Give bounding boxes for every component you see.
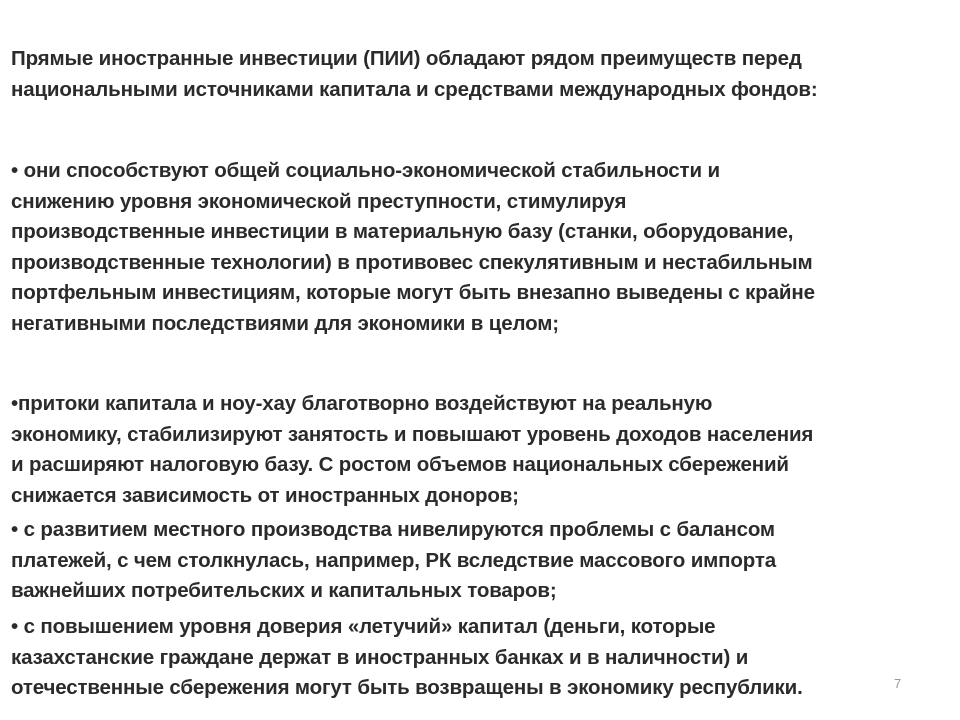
bullet-line: • они способствуют общей социально-экономической стабильности и <box>11 159 720 182</box>
bullet-line: снижается зависимость от иностранных доноров; <box>11 483 519 507</box>
intro-paragraph <box>11 44 941 105</box>
bullet-line: отечественные сбережения могут быть возвращены в экономику республики. <box>11 676 803 699</box>
bullet-line: портфельным инвестициям, которые могут быть внезапно выведены с крайне <box>11 281 815 304</box>
bullet-capital-inflows <box>11 389 941 511</box>
bullet-stability <box>11 156 941 339</box>
bullet-line: производственные инвестиции в материальную базу (станки, оборудование, <box>11 220 794 243</box>
bullet-line: экономику, стабилизируют занятость и повышают уровень доходов населения <box>11 422 814 446</box>
bullet-line: •притоки капитала и ноу-хау благотворно воздействуют на реальную <box>11 392 713 415</box>
bullet-line: платежей, с чем столкнулась, например, РК вследствие массового импорта <box>11 548 777 572</box>
bullet-line: негативными последствиями для экономики в целом; <box>11 311 559 335</box>
intro-line: национальными источниками капитала и средствами международных фондов: <box>11 77 818 101</box>
bullet-line: казахстанские граждане держат в иностранных банках и в наличности) и <box>11 645 749 669</box>
bullet-trust-capital <box>11 612 941 704</box>
bullet-balance-of-payments <box>11 515 941 607</box>
intro-line: Прямые иностранные инвестиции (ПИИ) обладают рядом преимуществ перед <box>11 47 802 70</box>
bullet-line: • с повышением уровня доверия «летучий» капитал (деньги, которые <box>11 615 716 638</box>
page-number: 7 <box>894 676 902 691</box>
bullet-line: снижению уровня экономической преступности, стимулируя <box>11 189 627 213</box>
bullet-line: • с развитием местного производства нивелируются проблемы с балансом <box>11 518 775 541</box>
bullet-line: важнейших потребительских и капитальных товаров; <box>11 579 557 602</box>
bullet-line: и расширяют налоговую базу. С ростом объемов национальных сбережений <box>11 453 789 476</box>
bullet-line: производственные технологии) в противовес спекулятивным и нестабильным <box>11 250 813 274</box>
